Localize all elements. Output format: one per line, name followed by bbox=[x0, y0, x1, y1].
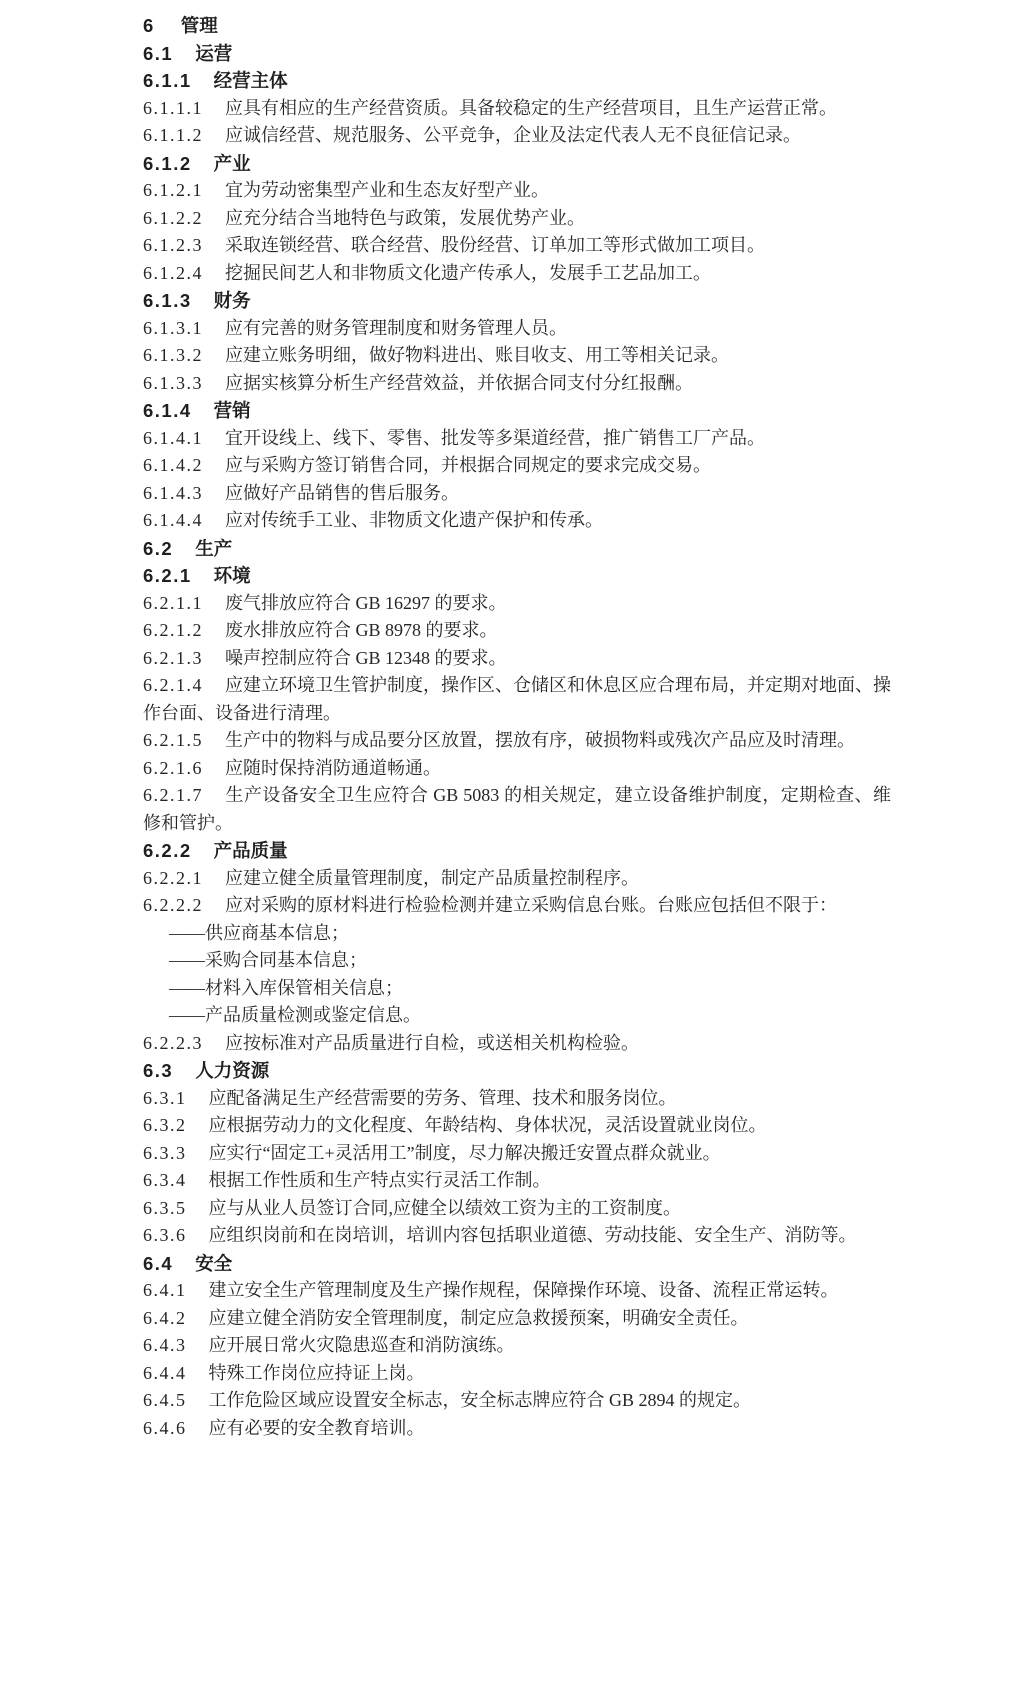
clause-text: 应配备满足生产经营需要的劳务、管理、技术和服务岗位。 bbox=[208, 1087, 677, 1108]
clause-text: ——采购合同基本信息； bbox=[169, 950, 367, 970]
clause-number: 6.3.5 bbox=[143, 1197, 187, 1218]
clause-text: 产业 bbox=[213, 152, 251, 174]
clause-text: ——供应商基本信息； bbox=[169, 922, 349, 943]
clause-text: 应诚信经营、规范服务、公平竞争，企业及法定代表人无不良征信记录。 bbox=[225, 125, 801, 145]
clause-number: 6.1.4.2 bbox=[143, 455, 203, 475]
clause-number: 6.1.2.1 bbox=[143, 180, 203, 200]
clause bbox=[143, 1112, 891, 1140]
clause-number: 6.1.1 bbox=[143, 70, 192, 91]
clause-number: 6.1.4.4 bbox=[143, 510, 203, 530]
clause bbox=[143, 260, 891, 288]
clause bbox=[143, 507, 891, 535]
clause-text: 应建立环境卫生管护制度，操作区、仓储区和休息区应合理布局，并定期对地面、操作台面、设备进行清理。 bbox=[143, 675, 891, 723]
clause-text: 应与采购方签订销售合同，并根据合同规定的要求完成交易。 bbox=[225, 455, 711, 475]
clause-number: 6.1.2.2 bbox=[143, 207, 203, 228]
clause bbox=[143, 755, 891, 783]
clause-text: 挖掘民间艺人和非物质文化遗产传承人，发展手工艺品加工。 bbox=[225, 262, 711, 283]
clause-text: 应对采购的原材料进行检验检测并建立采购信息台账。台账应包括但不限于： bbox=[225, 895, 837, 915]
clause-text: 生产中的物料与成品要分区放置，摆放有序，破损物料或残次产品应及时清理。 bbox=[225, 730, 855, 750]
dash-list-item bbox=[143, 1002, 891, 1030]
clause bbox=[143, 727, 891, 755]
section-heading bbox=[143, 535, 891, 563]
clause-number: 6.3.6 bbox=[143, 1225, 187, 1245]
clause bbox=[143, 1167, 891, 1195]
clause-text: 应按标准对产品质量进行自检，或送相关机构检验。 bbox=[225, 1032, 639, 1053]
clause bbox=[143, 425, 891, 453]
clause-text: 应做好产品销售的售后服务。 bbox=[225, 482, 459, 503]
clause-number: 6.3.1 bbox=[143, 1087, 187, 1108]
clause-text: 应组织岗前和在岗培训，培训内容包括职业道德、劳动技能、安全生产、消防等。 bbox=[208, 1225, 857, 1245]
clause bbox=[143, 1360, 891, 1388]
clause-text: 采取连锁经营、联合经营、股份经营、订单加工等形式做加工项目。 bbox=[225, 235, 765, 255]
clause-text: 废气排放应符合 GB 16297 的要求。 bbox=[225, 592, 507, 613]
clause bbox=[143, 892, 891, 920]
clause bbox=[143, 865, 891, 893]
clause-text: 应实行“固定工+灵活用工”制度，尽力解决搬迁安置点群众就业。 bbox=[208, 1142, 721, 1163]
subsection-heading bbox=[143, 150, 891, 178]
clause-number: 6.1.4 bbox=[143, 400, 192, 421]
clause-number: 6.2 bbox=[143, 537, 174, 559]
clause-number: 6.2.1.4 bbox=[143, 675, 203, 695]
clause-number: 6.1.3.2 bbox=[143, 345, 203, 365]
clause-number: 6.1.2.4 bbox=[143, 262, 203, 283]
clause-number: 6.2.2.3 bbox=[143, 1032, 203, 1053]
clause bbox=[143, 1332, 891, 1360]
clause-text: 应建立账务明细，做好物料进出、账目收支、用工等相关记录。 bbox=[225, 345, 729, 365]
clause-number: 6.4.5 bbox=[143, 1390, 187, 1410]
clause bbox=[143, 590, 891, 618]
subsection-heading bbox=[143, 67, 891, 95]
clause-number: 6.1.2.3 bbox=[143, 235, 203, 255]
clause bbox=[143, 1140, 891, 1168]
clause-text: 应有完善的财务管理制度和财务管理人员。 bbox=[225, 317, 567, 338]
clause-number: 6.4 bbox=[143, 1252, 174, 1274]
dash-list-item bbox=[143, 975, 891, 1003]
clause bbox=[143, 1387, 891, 1415]
clause bbox=[143, 122, 891, 150]
clause-number: 6.2.1.5 bbox=[143, 730, 203, 750]
clause-text: 人力资源 bbox=[195, 1060, 270, 1081]
clause-number: 6.2.2 bbox=[143, 840, 192, 861]
clause-text: 应据实核算分析生产经营效益，并依据合同支付分红报酬。 bbox=[225, 372, 693, 393]
clause-text: 财务 bbox=[213, 290, 251, 311]
clause-text: 建立安全生产管理制度及生产操作规程，保障操作环境、设备、流程正常运转。 bbox=[208, 1280, 839, 1300]
clause bbox=[143, 1277, 891, 1305]
clause-text: 营销 bbox=[213, 400, 251, 421]
clause bbox=[143, 315, 891, 343]
dash-list-item bbox=[143, 920, 891, 948]
subsection-heading bbox=[143, 837, 891, 865]
clause-number: 6.4.1 bbox=[143, 1280, 187, 1300]
clause-text: 应建立健全质量管理制度，制定产品质量控制程序。 bbox=[225, 867, 639, 888]
section-heading bbox=[143, 40, 891, 68]
clause-number: 6.4.2 bbox=[143, 1307, 187, 1328]
clause-text: 宜开设线上、线下、零售、批发等多渠道经营，推广销售工厂产品。 bbox=[225, 427, 765, 448]
clause-number: 6.2.2.1 bbox=[143, 867, 203, 888]
clause-text: ——产品质量检测或鉴定信息。 bbox=[169, 1005, 421, 1025]
clause bbox=[143, 232, 891, 260]
clause-text: 废水排放应符合 GB 8978 的要求。 bbox=[225, 620, 498, 640]
clause-text: 经营主体 bbox=[213, 70, 288, 91]
clause-number: 6.1.3 bbox=[143, 290, 192, 311]
chapter-heading bbox=[143, 12, 891, 40]
clause bbox=[143, 1415, 891, 1443]
clause bbox=[143, 1085, 891, 1113]
clause-text: 生产 bbox=[195, 537, 233, 559]
clause bbox=[143, 1305, 891, 1333]
clause bbox=[143, 617, 891, 645]
clause bbox=[143, 1195, 891, 1223]
clause-number: 6.2.1.6 bbox=[143, 757, 203, 778]
clause-text: ——材料入库保管相关信息； bbox=[169, 977, 403, 998]
clause-number: 6.2.1.2 bbox=[143, 620, 203, 640]
clause-number: 6.2.2.2 bbox=[143, 895, 203, 915]
clause-text: 应根据劳动力的文化程度、年龄结构、身体状况，灵活设置就业岗位。 bbox=[208, 1115, 767, 1135]
clause-number: 6.1.4.1 bbox=[143, 427, 203, 448]
clause bbox=[143, 672, 891, 727]
clause-text: 应具有相应的生产经营资质。具备较稳定的生产经营项目，且生产运营正常。 bbox=[225, 97, 837, 118]
clause-number: 6.4.3 bbox=[143, 1335, 187, 1355]
clause bbox=[143, 1030, 891, 1058]
clause-text: 应对传统手工业、非物质文化遗产保护和传承。 bbox=[225, 510, 603, 530]
clause-text: 宜为劳动密集型产业和生态友好型产业。 bbox=[225, 180, 549, 200]
clause-number: 6.2.1.7 bbox=[143, 785, 203, 805]
clause-text: 噪声控制应符合 GB 12348 的要求。 bbox=[225, 647, 507, 668]
clause bbox=[143, 342, 891, 370]
clause-text: 环境 bbox=[213, 565, 251, 586]
clause-number: 6.1.4.3 bbox=[143, 482, 203, 503]
clause-number: 6.2.1 bbox=[143, 565, 192, 586]
dash-list-item bbox=[143, 947, 891, 975]
clause-number: 6.3.4 bbox=[143, 1170, 187, 1190]
clause-text: 生产设备安全卫生应符合 GB 5083 的相关规定，建立设备维护制度，定期检查、维修和管护。 bbox=[143, 785, 891, 833]
clause bbox=[143, 480, 891, 508]
clause-text: 应与从业人员签订合同,应健全以绩效工资为主的工资制度。 bbox=[208, 1197, 681, 1218]
clause-text: 应随时保持消防通道畅通。 bbox=[225, 757, 441, 778]
clause-number: 6.1.1.1 bbox=[143, 97, 203, 118]
clause-number: 6.4.6 bbox=[143, 1417, 187, 1438]
clause-text: 根据工作性质和生产特点实行灵活工作制。 bbox=[208, 1170, 551, 1190]
subsection-heading bbox=[143, 287, 891, 315]
clause bbox=[143, 205, 891, 233]
clause-number: 6.1 bbox=[143, 42, 174, 64]
clause bbox=[143, 645, 891, 673]
clause-number: 6.1.3.3 bbox=[143, 372, 203, 393]
clause-text: 产品质量 bbox=[213, 840, 288, 861]
clause-text: 安全 bbox=[195, 1252, 233, 1274]
clause bbox=[143, 1222, 891, 1250]
clause-number: 6.3 bbox=[143, 1060, 174, 1081]
clause bbox=[143, 370, 891, 398]
clause-text: 运营 bbox=[195, 42, 233, 64]
clause-text: 工作危险区域应设置安全标志，安全标志牌应符合 GB 2894 的规定。 bbox=[208, 1390, 752, 1410]
clause-number: 6.4.4 bbox=[143, 1362, 187, 1383]
clause-number: 6.3.3 bbox=[143, 1142, 187, 1163]
clause-number: 6.1.1.2 bbox=[143, 125, 203, 145]
clause bbox=[143, 95, 891, 123]
clause-number: 6.1.2 bbox=[143, 152, 192, 174]
clause-number: 6.1.3.1 bbox=[143, 317, 203, 338]
subsection-heading bbox=[143, 562, 891, 590]
clause-text: 应开展日常火灾隐患巡查和消防演练。 bbox=[208, 1335, 515, 1355]
clause-text: 应充分结合当地特色与政策，发展优势产业。 bbox=[225, 207, 585, 228]
clause bbox=[143, 782, 891, 837]
clause-text: 特殊工作岗位应持证上岗。 bbox=[208, 1362, 425, 1383]
clause-text: 应有必要的安全教育培训。 bbox=[208, 1417, 425, 1438]
clause bbox=[143, 452, 891, 480]
clause-number: 6.2.1.1 bbox=[143, 592, 203, 613]
clause bbox=[143, 177, 891, 205]
clause-number: 6 bbox=[143, 15, 155, 36]
clause-number: 6.2.1.3 bbox=[143, 647, 203, 668]
clause-number: 6.3.2 bbox=[143, 1115, 187, 1135]
clause-text: 管理 bbox=[180, 15, 218, 36]
clause-text: 应建立健全消防安全管理制度，制定应急救援预案，明确安全责任。 bbox=[208, 1307, 749, 1328]
section-heading bbox=[143, 1250, 891, 1278]
subsection-heading bbox=[143, 397, 891, 425]
section-heading bbox=[143, 1057, 891, 1085]
